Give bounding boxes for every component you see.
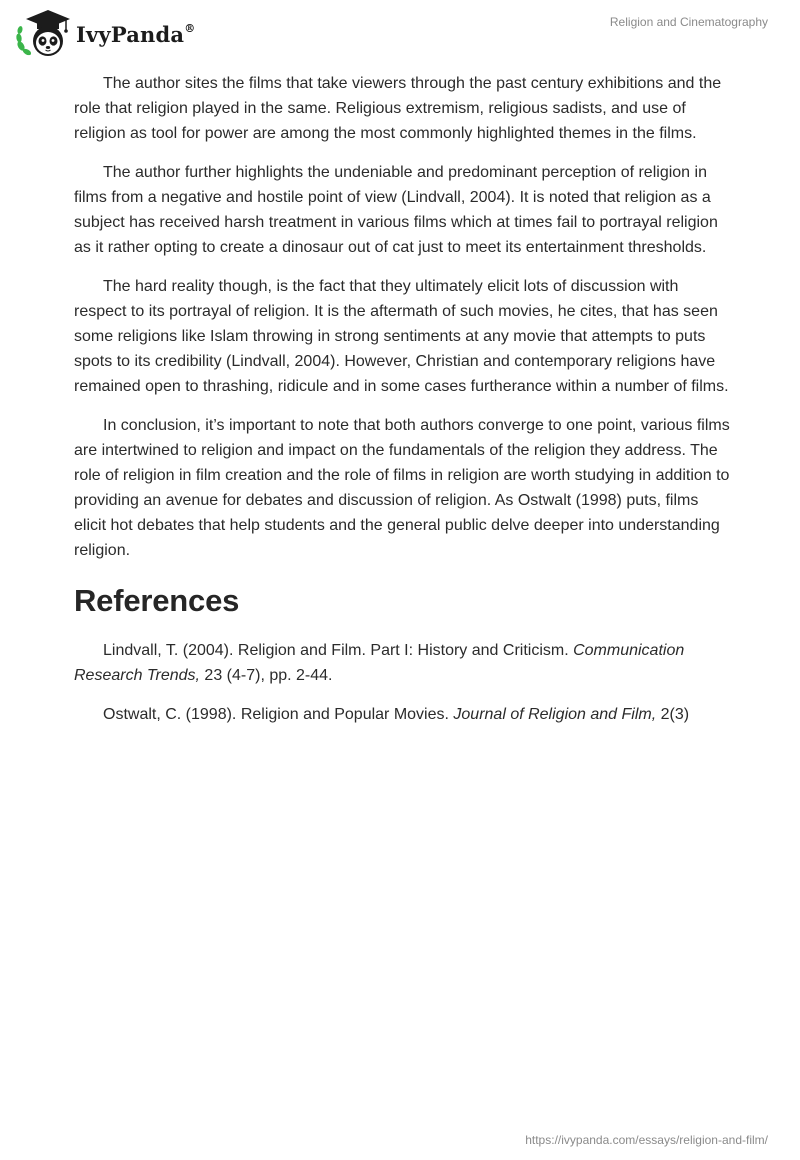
- body-paragraph: In conclusion, it’s important to note that both authors converge to one point, various films are intertwined to religion and impact on the fundamentals of the religion they address. The role of religion in film creation and the role of films in religion are worth studying in addition to providing an avenue for debates and discussion of religion. As Ostwalt (1998) puts, films elicit hot debates that help students and the general public delve deeper into understanding religion.: [74, 417, 730, 559]
- brand-name: IvyPanda®: [76, 21, 196, 47]
- body-paragraph: The author further highlights the undeniable and predominant perception of religion in films from a negative and hostile point of view (Lindvall, 2004). It is noted that religion as a subject has received harsh treatment in various films which at times fail to portrayal religion as it rather opting to create a dinosaur out of cat just to meet its entertainment thresholds.: [74, 164, 718, 256]
- document-body: [74, 71, 730, 741]
- reference-journal: Journal of Religion and Film,: [453, 706, 657, 723]
- registered-mark: ®: [184, 21, 196, 35]
- brand-logo[interactable]: [14, 8, 195, 58]
- source-url[interactable]: https://ivypanda.com/essays/religion-and-film/: [525, 1133, 768, 1147]
- reference-entry: Lindvall, T. (2004). Religion and Film. Part I: History and Criticism. Communication Research Trends, 23 (4-7), pp. 2-44.: [74, 642, 685, 684]
- body-paragraph: The author sites the films that take viewers through the past century exhibitions and the role that religion played in the same. Religious extremism, religious sadists, and use of religion as tool for power are among the most commonly highlighted themes in the films.: [74, 75, 722, 142]
- panda-graduate-icon: [14, 8, 72, 58]
- running-title: Religion and Cinematography: [609, 15, 768, 29]
- reference-entry: Ostwalt, C. (1998). Religion and Popular Movies. Journal of Religion and Film, 2(3): [103, 706, 690, 723]
- page-header: [0, 0, 800, 64]
- reference-journal: Communication Research Trends,: [74, 642, 685, 684]
- references-heading: References: [74, 583, 240, 618]
- body-paragraph: The hard reality though, is the fact that they ultimately elicit lots of discussion with respect to its portrayal of religion. It is the aftermath of such movies, he cites, that has seen some religions like Islam throwing in strong sentiments at any movie that attempts to puts spots to its credibility (Lindvall, 2004). However, Christian and contemporary religions have remained open to thrashing, ridicule and in some cases furtherance within a number of films.: [74, 278, 729, 395]
